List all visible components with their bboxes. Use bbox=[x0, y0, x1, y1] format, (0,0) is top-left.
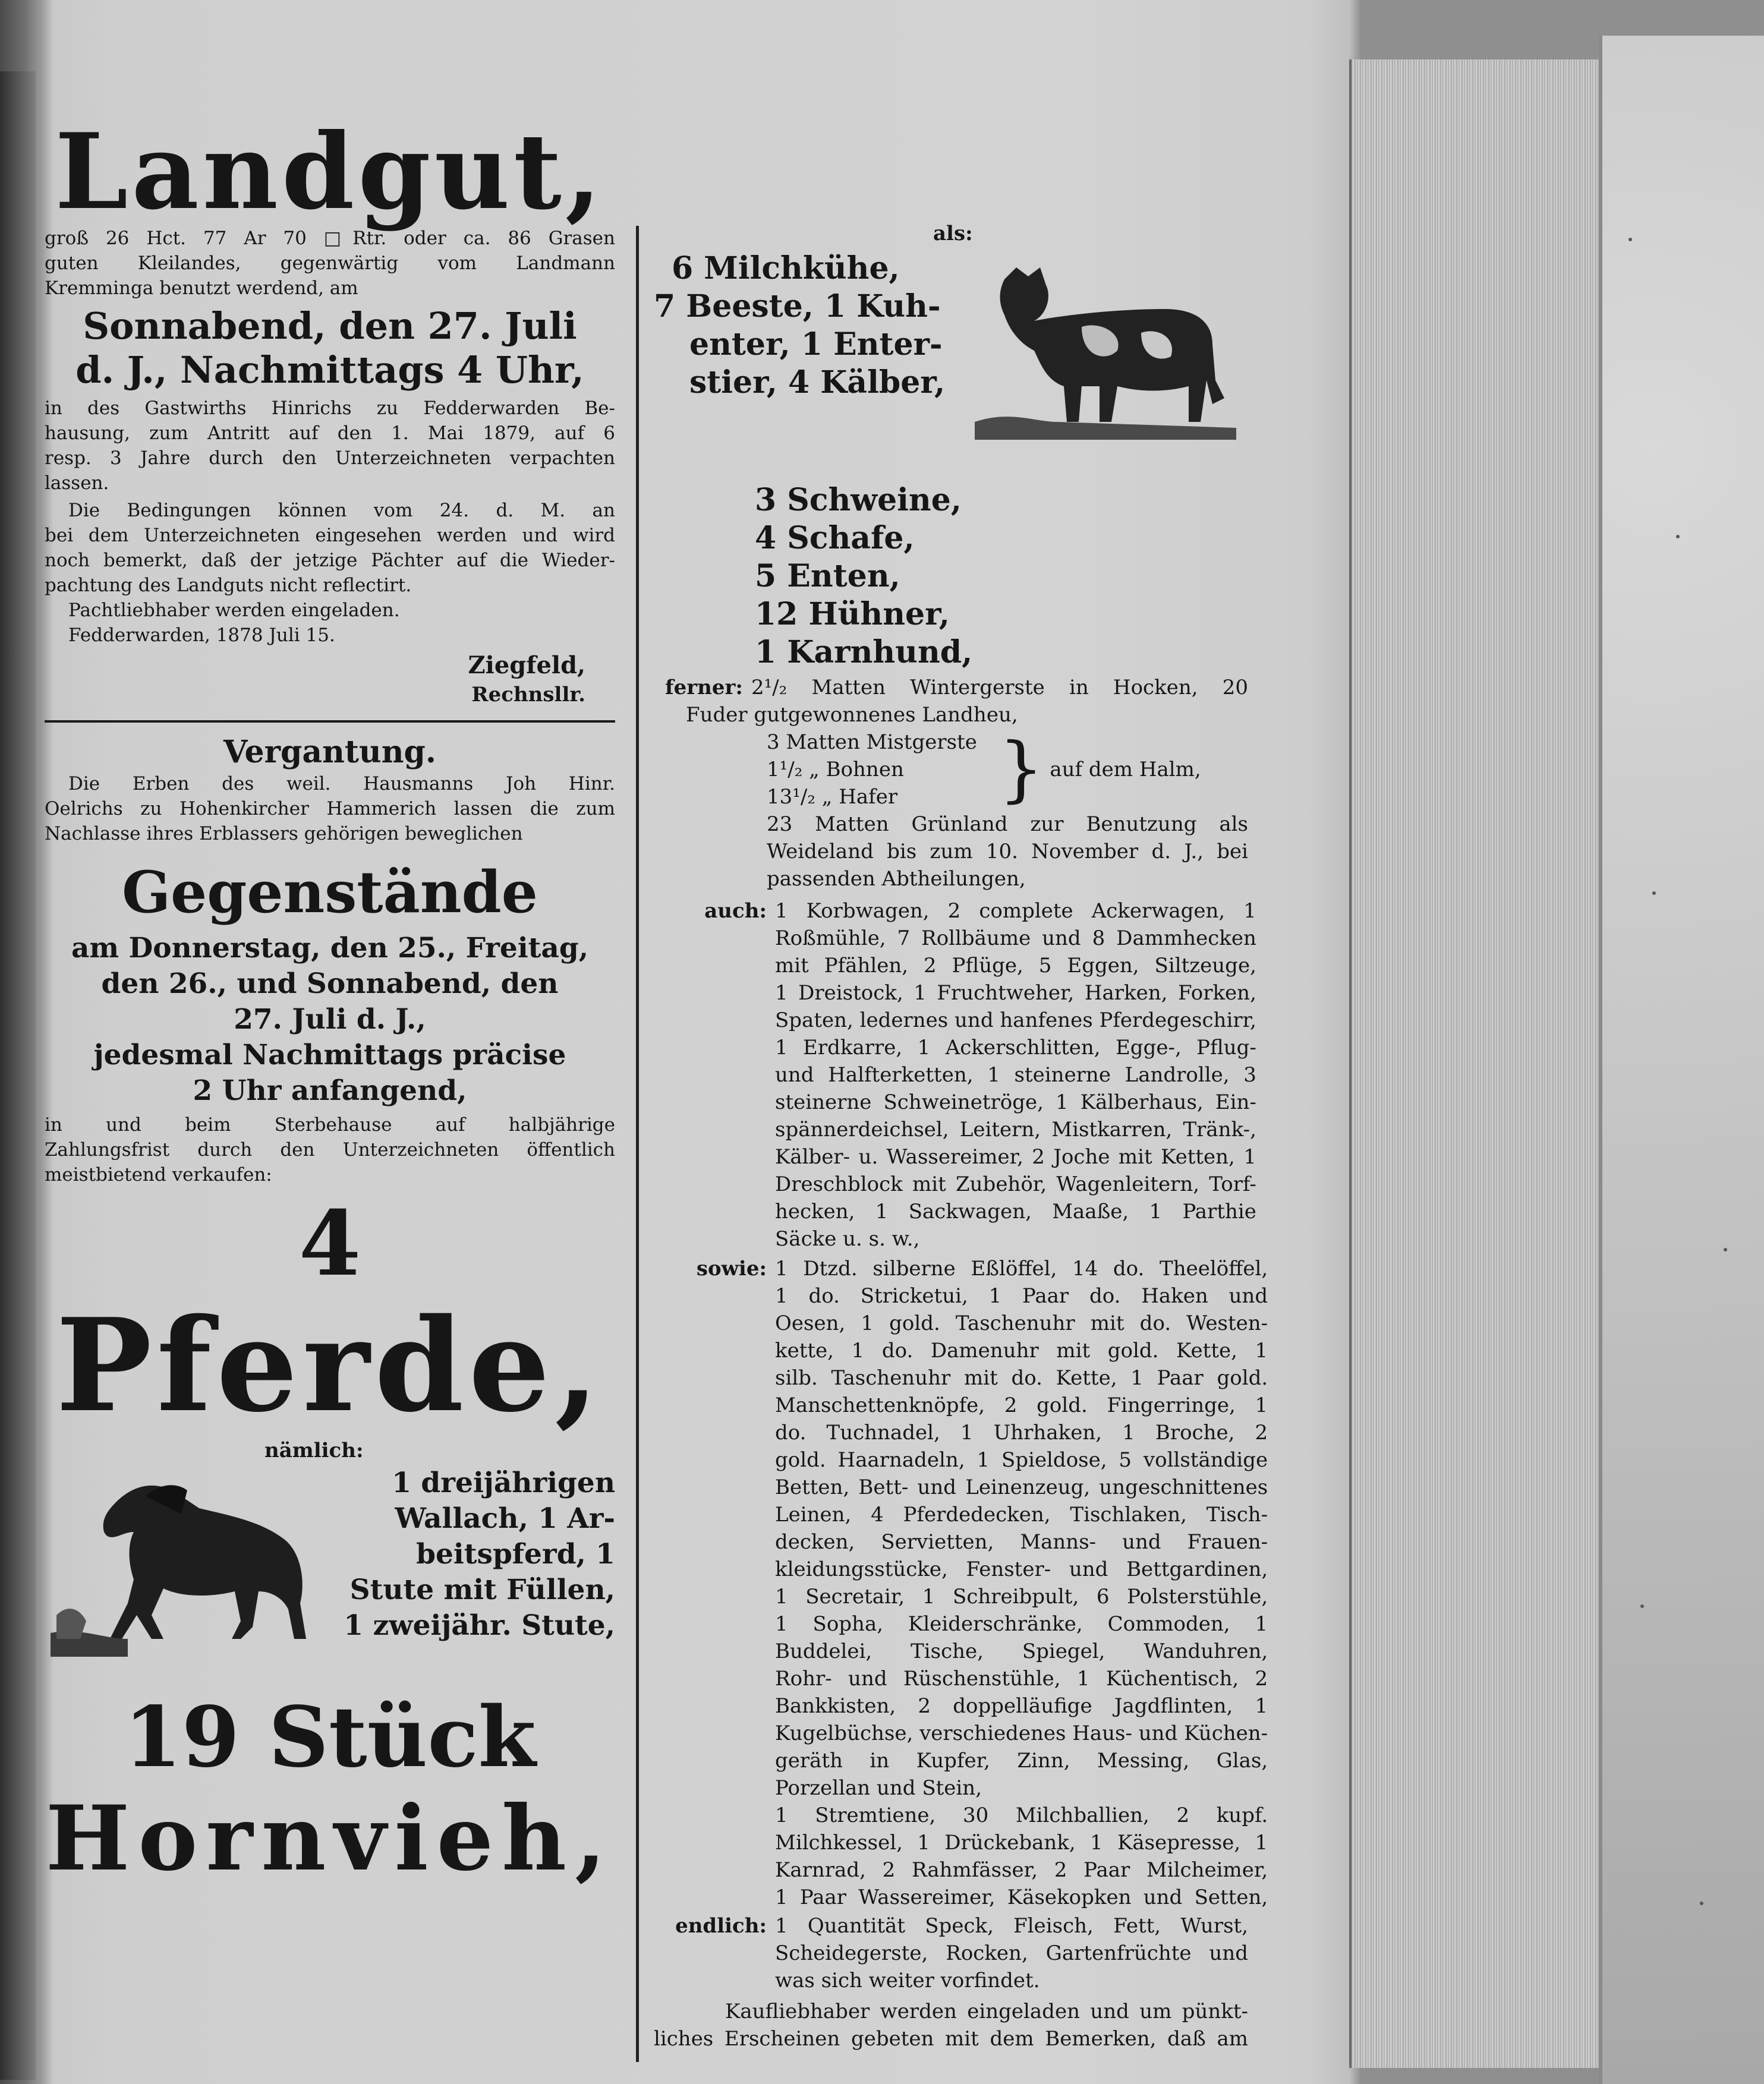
vergantung-intro bbox=[45, 771, 615, 846]
text-line: 1¹/₂ „ Bohnen bbox=[767, 758, 904, 781]
text-line: 1 Quantität Speck, Fleisch, Fett, Wurst, bbox=[775, 1914, 1248, 1938]
page-stack-edge bbox=[1349, 59, 1601, 2068]
field-items bbox=[654, 729, 1248, 811]
landgut-intro bbox=[45, 226, 615, 301]
cattle-text bbox=[654, 250, 987, 402]
cover-speck bbox=[1628, 238, 1632, 241]
cow-illustration bbox=[963, 244, 1242, 458]
gruenland-text bbox=[654, 811, 1248, 893]
auch-section bbox=[654, 897, 1256, 1253]
animal-line: 1 Karnhund, bbox=[755, 634, 973, 670]
text-line: Dreschblock mit Zubehör, Wagenleitern, Torf- bbox=[775, 1172, 1256, 1196]
text-line: 1 Secretair, 1 Schreibpult, 6 Polsterstühle, bbox=[775, 1585, 1268, 1609]
column-divider bbox=[636, 226, 639, 2062]
text-line: Porzellan und Stein, bbox=[775, 1776, 982, 1800]
text-line: Kremminga benutzt werdend, am bbox=[45, 278, 358, 299]
text-line: in und beim Sterbehause auf halbjährige bbox=[45, 1114, 615, 1136]
date-line: jedesmal Nachmittags präcise bbox=[93, 1039, 566, 1071]
text-line: 1 Sopha, Kleiderschränke, Commoden, 1 bbox=[775, 1612, 1268, 1636]
cattle-block bbox=[654, 220, 1248, 493]
number-four: 4 bbox=[298, 1191, 361, 1296]
hornvieh-title: Hornvieh, bbox=[45, 1786, 615, 1891]
cover-speck bbox=[1724, 1248, 1727, 1251]
text-line: 1 Korbwagen, 2 complete Ackerwagen, 1 bbox=[775, 899, 1256, 923]
text-line: Fedderwarden, 1878 Juli 15. bbox=[68, 625, 335, 646]
text-line: 1 Stremtiene, 30 Milchballien, 2 kupf. bbox=[775, 1804, 1268, 1827]
stueck-title: 19 Stück bbox=[124, 1689, 536, 1786]
text-line: silb. Taschenuhr mit do. Kette, 1 Paar gold. bbox=[775, 1366, 1268, 1390]
auch-row bbox=[654, 897, 1256, 1253]
cover-speck bbox=[1640, 1604, 1644, 1608]
auch-label: auch: bbox=[704, 899, 767, 923]
text-line: lassen. bbox=[45, 472, 109, 494]
text-line: 1 Dtzd. silberne Eßlöffel, 14 do. Theelöffel, bbox=[775, 1257, 1268, 1281]
text-line: resp. 3 Jahre durch den Unterzeichneten verpachten bbox=[45, 447, 615, 469]
text-line: Scheidegerste, Rocken, Gartenfrüchte und bbox=[775, 1941, 1248, 1965]
text-line: Kälber- u. Wassereimer, 2 Joche mit Ketten, 1 bbox=[775, 1145, 1256, 1169]
text-line: 7 Beeste, 1 Kuh- bbox=[654, 288, 941, 324]
text-line: groß 26 Hct. 77 Ar 70 □Rtr. oder ca. 86 Grasen bbox=[45, 228, 615, 249]
text-line: Pachtliebhaber werden eingeladen. bbox=[68, 600, 400, 621]
als-label: als: bbox=[933, 222, 973, 245]
sowie-text bbox=[775, 1255, 1268, 1911]
text-line: Kaufliebhaber werden eingeladen und um pünkt- bbox=[725, 2000, 1248, 2023]
naemlich-label: nämlich: bbox=[264, 1439, 364, 1462]
sowie-section bbox=[654, 1255, 1268, 1911]
text-line: Roßmühle, 7 Rollbäume und 8 Dammhecken bbox=[775, 926, 1256, 950]
previous-page-edge bbox=[0, 71, 36, 2080]
field-list bbox=[767, 729, 998, 811]
text-line: noch bemerkt, daß der jetzige Pächter auf die Wieder- bbox=[45, 550, 615, 571]
text-line: in des Gastwirths Hinrichs zu Fedderwarden Be- bbox=[45, 398, 615, 419]
text-line: Säcke u. s. w., bbox=[775, 1227, 920, 1251]
auch-text bbox=[775, 897, 1256, 1253]
landgut-signature: Ziegfeld, bbox=[468, 651, 585, 679]
text-line: Die Bedingungen können vom 24. d. M. an bbox=[68, 500, 615, 521]
horse-illustration bbox=[45, 1461, 324, 1675]
text-line: geräth in Kupfer, Zinn, Messing, Glas, bbox=[775, 1749, 1268, 1773]
landgut-title: Landgut, bbox=[55, 111, 605, 233]
cover-speck bbox=[1652, 891, 1656, 895]
ferner-row bbox=[654, 674, 1248, 729]
text-line: 1 Erdkarre, 1 Ackerschlitten, Egge-, Pflug- bbox=[775, 1036, 1256, 1060]
animal-line: 5 Enten, bbox=[755, 558, 900, 594]
text-line: bei dem Unterzeichneten eingesehen werden und wird bbox=[45, 525, 615, 546]
landgut-date-1: Sonnabend, den 27. Juli bbox=[83, 304, 577, 348]
landgut-date-2: d. J., Nachmittags 4 Uhr, bbox=[75, 348, 584, 392]
endlich-text bbox=[775, 1912, 1248, 1994]
text-line: beitspferd, 1 bbox=[416, 1538, 615, 1571]
section-divider bbox=[45, 720, 615, 723]
landgut-conditions bbox=[45, 498, 615, 648]
text-line: 23 Matten Grünland zur Benutzung als bbox=[767, 812, 1248, 836]
text-line: Betten, Bett- und Leinenzeug, ungeschnittenes bbox=[775, 1475, 1268, 1499]
animal-line: 3 Schweine, bbox=[755, 482, 962, 518]
text-line: Kugelbüchse, verschiedenes Haus- und Küchen- bbox=[775, 1722, 1268, 1745]
text-line: kleidungsstücke, Fenster- und Bettgardinen, bbox=[775, 1558, 1268, 1581]
text-line: mit Pfählen, 2 Pflüge, 5 Eggen, Siltzeuge, bbox=[775, 954, 1256, 978]
cover-speck bbox=[1700, 1902, 1703, 1905]
text-line: enter, 1 Enter- bbox=[689, 326, 943, 362]
horse-details bbox=[306, 1465, 615, 1644]
endlich-row bbox=[654, 1912, 1248, 1994]
text-line: meistbietend verkaufen: bbox=[45, 1164, 272, 1186]
text-line: Fuder gutgewonnenes Landheu, bbox=[686, 703, 1018, 727]
pferde-title: Pferde, bbox=[55, 1290, 604, 1440]
endlich-section bbox=[654, 1912, 1248, 1994]
vergantung-title: Vergantung. bbox=[223, 734, 436, 770]
text-line: decken, Servietten, Manns- und Frauen- bbox=[775, 1530, 1268, 1554]
book-cover bbox=[1599, 36, 1764, 2084]
text-line: hecken, 1 Sackwagen, Maaße, 1 Parthie bbox=[775, 1200, 1256, 1224]
text-line: do. Tuchnadel, 1 Uhrhaken, 1 Broche, 2 bbox=[775, 1421, 1268, 1445]
horse-block bbox=[45, 1437, 615, 1686]
field-brace: } bbox=[998, 728, 1044, 811]
text-line: Nachlasse ihres Erblassers gehörigen beweglichen bbox=[45, 823, 523, 844]
text-line: Die Erben des weil. Hausmanns Joh Hinr. bbox=[68, 773, 615, 794]
text-line: 1 do. Stricketui, 1 Paar do. Haken und bbox=[775, 1284, 1268, 1308]
gegenstaende-title: Gegenstände bbox=[122, 859, 538, 926]
text-line: stier, 4 Kälber, bbox=[689, 364, 946, 401]
text-line: Manschettenknöpfe, 2 gold. Fingerringe, 1 bbox=[775, 1393, 1268, 1417]
text-line: Wallach, 1 Ar- bbox=[395, 1502, 615, 1535]
field-note: auf dem Halm, bbox=[1050, 758, 1201, 781]
text-line: Milchkessel, 1 Drückebank, 1 Käsepresse, 1 bbox=[775, 1831, 1268, 1855]
landgut-signature-title: Rechnsllr. bbox=[471, 683, 585, 707]
endlich-label: endlich: bbox=[675, 1914, 767, 1938]
text-line: pachtung des Landguts nicht reflectirt. bbox=[45, 575, 412, 596]
text-line: 13¹/₂ „ Hafer bbox=[767, 785, 898, 809]
text-line: hausung, zum Antritt auf den 1. Mai 1879, auf 6 bbox=[45, 423, 615, 444]
text-line: und Halfterketten, 1 steinerne Landrolle, 3 bbox=[775, 1063, 1256, 1087]
text-line: guten Kleilandes, gegenwärtig vom Landmann bbox=[45, 253, 615, 274]
text-line: kette, 1 do. Damenuhr mit gold. Kette, 1 bbox=[775, 1339, 1268, 1363]
text-line: Oelrichs zu Hohenkircher Hammerich lassen die zum bbox=[45, 798, 615, 819]
cover-speck bbox=[1676, 535, 1680, 538]
animals-list bbox=[654, 481, 1248, 671]
animal-line: 4 Schafe, bbox=[755, 520, 915, 556]
text-line: Spaten, ledernes und hanfenes Pferdegeschirr, bbox=[775, 1008, 1256, 1032]
text-line: steinerne Schweinetröge, 1 Kälberhaus, Ein- bbox=[775, 1090, 1256, 1114]
text-line: gold. Haarnadeln, 1 Spieldose, 5 vollständige bbox=[775, 1448, 1268, 1472]
text-line: 1 Paar Wassereimer, Käsekopken und Setten, bbox=[775, 1886, 1268, 1909]
sowie-label: sowie: bbox=[696, 1257, 767, 1281]
text-line: 2¹/₂ Matten Wintergerste in Hocken, 20 bbox=[751, 676, 1248, 699]
date-line: 2 Uhr anfangend, bbox=[193, 1074, 467, 1107]
sowie-row bbox=[654, 1255, 1268, 1911]
text-line: 3 Matten Mistgerste bbox=[767, 730, 977, 754]
text-line: Weideland bis zum 10. November d. J., bei bbox=[767, 840, 1248, 863]
text-line: passenden Abtheilungen, bbox=[767, 867, 1026, 891]
text-line: was sich weiter vorfindet. bbox=[775, 1969, 1040, 1992]
ferner-label: ferner: bbox=[665, 676, 743, 699]
text-line: Rohr- und Rüschenstühle, 1 Küchentisch, 2 bbox=[775, 1667, 1268, 1691]
left-column bbox=[45, 113, 615, 2074]
landgut-body bbox=[45, 396, 615, 496]
date-line: den 26., und Sonnabend, den bbox=[101, 967, 559, 1000]
text-line: Zahlungsfrist durch den Unterzeichneten öffentlich bbox=[45, 1139, 615, 1161]
text-line: spännerdeichsel, Leitern, Mistkarren, Tränk-, bbox=[775, 1118, 1256, 1142]
text-line: 1 Dreistock, 1 Fruchtweher, Harken, Forken, bbox=[775, 981, 1256, 1005]
closing-text bbox=[654, 1998, 1248, 2053]
text-line: liches Erscheinen gebeten mit dem Bemerken, daß am bbox=[654, 2027, 1248, 2051]
text-line: Buddelei, Tische, Spiegel, Wanduhren, bbox=[775, 1640, 1268, 1663]
vergantung-dates bbox=[45, 931, 615, 1109]
text-line: 1 dreijährigen bbox=[392, 1467, 615, 1499]
animal-line: 12 Hühner, bbox=[755, 596, 950, 632]
ferner-section bbox=[654, 674, 1248, 893]
text-line: 1 zweijähr. Stute, bbox=[344, 1609, 615, 1642]
date-line: am Donnerstag, den 25., Freitag, bbox=[71, 932, 589, 964]
text-line: Oesen, 1 gold. Taschenuhr mit do. Westen- bbox=[775, 1311, 1268, 1335]
text-line: 6 Milchkühe, bbox=[672, 250, 900, 286]
text-line: Bankkisten, 2 doppelläufige Jagdflinten, 1 bbox=[775, 1694, 1268, 1718]
date-line: 27. Juli d. J., bbox=[234, 1003, 426, 1036]
vergantung-terms bbox=[45, 1112, 615, 1187]
text-line: Leinen, 4 Pferdedecken, Tischlaken, Tisch- bbox=[775, 1503, 1268, 1527]
text-line: Karnrad, 2 Rahmfässer, 2 Paar Milcheimer, bbox=[775, 1858, 1268, 1882]
text-line: Stute mit Füllen, bbox=[349, 1574, 615, 1606]
right-column bbox=[654, 220, 1268, 2062]
